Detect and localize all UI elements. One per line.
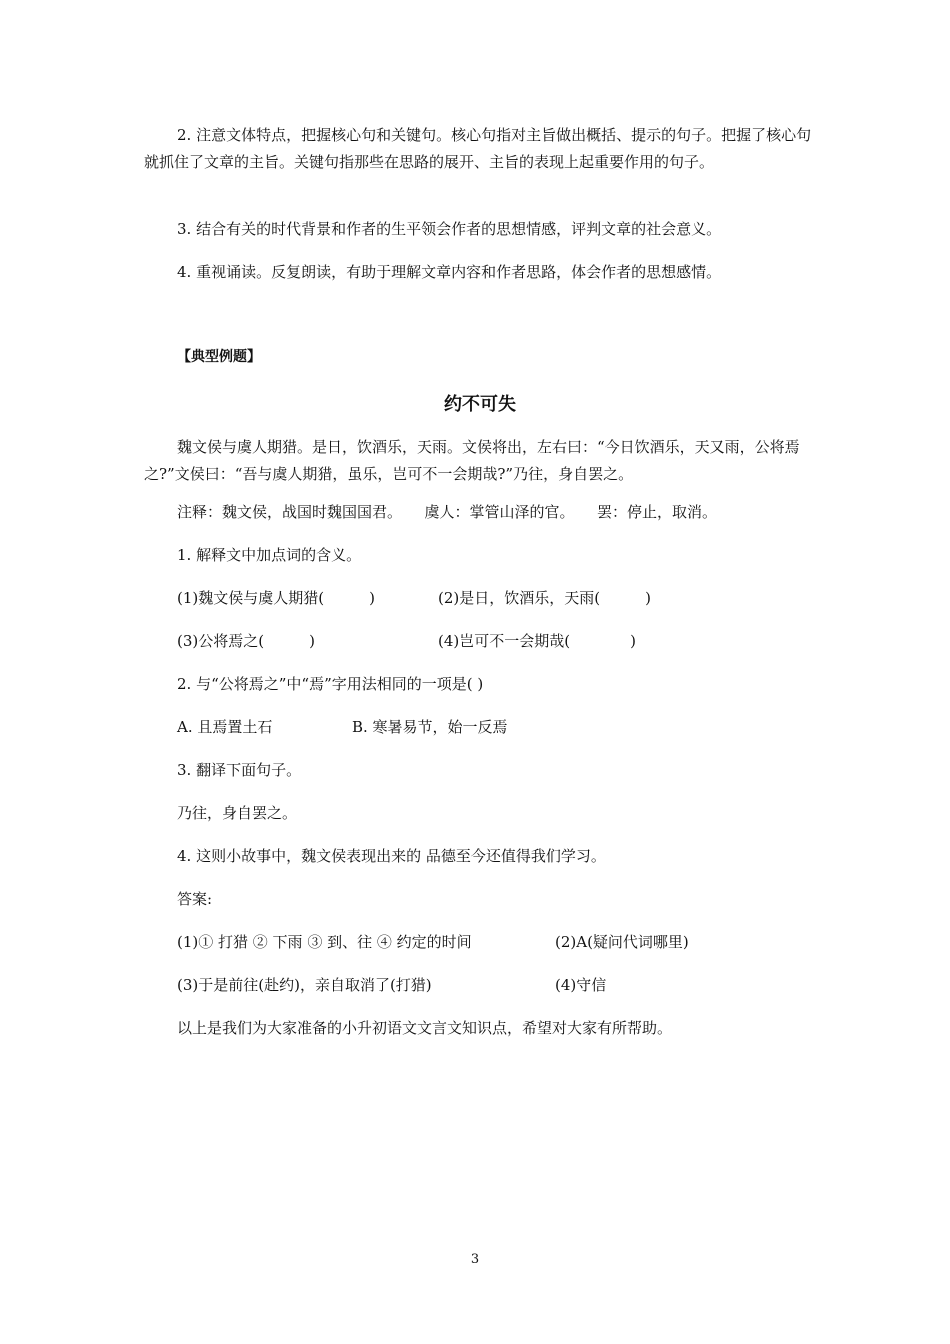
tip-3: 3. 结合有关的时代背景和作者的生平领会作者的思想情感，评判文章的社会意义。 [177,220,722,238]
passage-text: 魏文侯与虞人期猎。是日，饮酒乐，天雨。文侯将出，左右曰：“今日饮酒乐，天又雨，公将焉之?”文侯曰：“吾与虞人期猎，虽乐，岂可不一会期哉?”乃往，身自罢之。 [144,438,800,483]
page-number: 3 [470,1252,480,1267]
question-3-sentence: 乃往，身自罢之。 [177,804,298,822]
question-2-option-a: A. 且焉置土石 [177,718,273,736]
question-1: 1. 解释文中加点词的含义。 [177,546,362,564]
answer-2: (2)A(疑问代词哪里) [555,933,689,951]
passage-title: 约不可失 [444,394,516,415]
tip-2: 2. 注意文体特点，把握核心句和关键句。核心句指对主旨做出概括、提示的句子。把握了核心句就抓住了文章的主旨。关键句指那些在思路的展开、主旨的表现上起重要作用的句子。 [144,126,812,171]
answers-label: 答案: [177,890,213,908]
answer-1: (1)① 打猎 ② 下雨 ③ 到、往 ④ 约定的时间 [177,933,472,951]
tip-4: 4. 重视诵读。反复朗读，有助于理解文章内容和作者思路，体会作者的思想感情。 [177,263,722,281]
question-3: 3. 翻译下面句子。 [177,761,302,779]
question-1-item-3: (3)公将焉之( ) [177,632,315,650]
answer-4: (4)守信 [555,976,607,994]
question-4: 4. 这则小故事中，魏文侯表现出来的 品德至今还值得我们学习。 [177,847,606,865]
question-2-option-b: B. 寒暑易节，始一反焉 [352,718,508,736]
question-1-item-4: (4)岂可不一会期哉( ) [438,632,636,650]
question-2: 2. 与“公将焉之”中“焉”字用法相同的一项是( ) [177,675,484,693]
section-heading: 【典型例题】 [177,349,261,365]
question-1-item-1: (1)魏文侯与虞人期猎( ) [177,589,375,607]
question-1-item-2: (2)是日，饮酒乐，天雨( ) [438,589,651,607]
answer-3: (3)于是前往(赴约)，亲自取消了(打猎) [177,976,432,994]
passage-notes: 注释：魏文侯，战国时魏国国君。 虞人：掌管山泽的官。 罢：停止，取消。 [177,503,718,521]
closing-text: 以上是我们为大家准备的小升初语文文言文知识点，希望对大家有所帮助。 [177,1019,673,1037]
